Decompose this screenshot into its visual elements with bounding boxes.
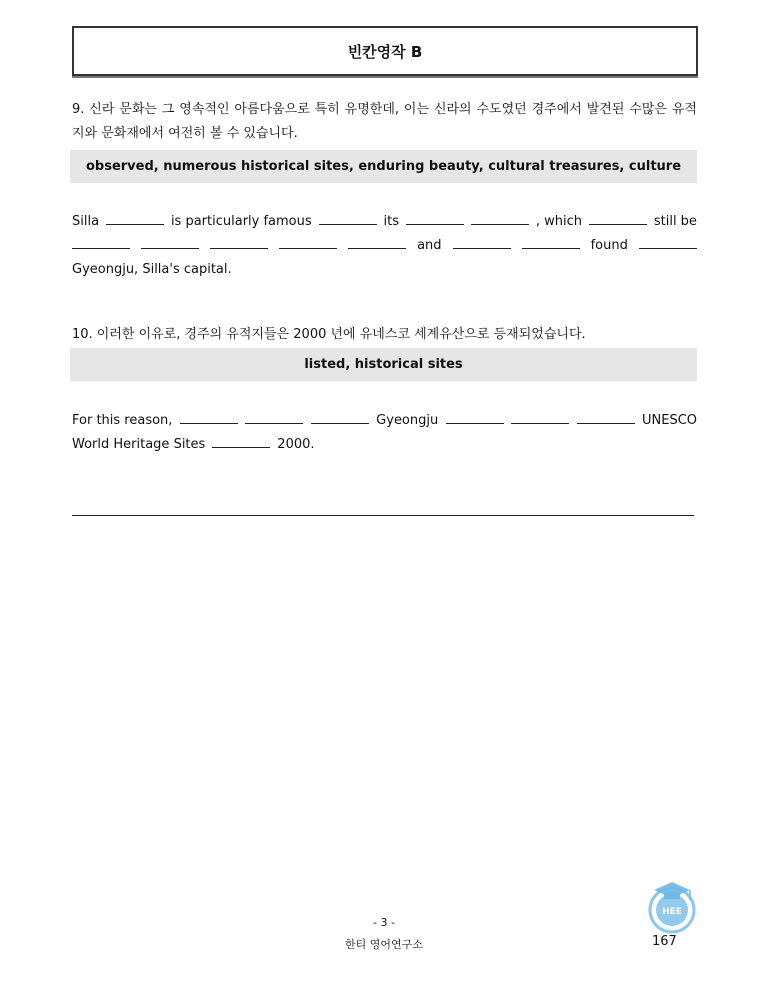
answer-blank[interactable] (180, 409, 238, 424)
answer-blank[interactable] (406, 210, 464, 225)
answer-blank[interactable] (245, 409, 303, 424)
q9-word-bank-text: observed, numerous historical sites, enduring beauty, cultural treasures, culture (85, 159, 682, 174)
answer-blank[interactable] (311, 409, 369, 424)
q10-word: For this reason, (72, 413, 173, 428)
answer-blank[interactable] (210, 234, 268, 249)
answer-blank[interactable] (72, 234, 130, 249)
page-number: - 3 - (373, 916, 395, 929)
q9-word: still be (653, 214, 697, 229)
q9-word: and (417, 238, 442, 253)
q9-word: found (590, 238, 628, 253)
q10-word: 2000. (277, 437, 315, 452)
answer-blank[interactable] (453, 234, 511, 249)
answer-blank[interactable] (212, 433, 270, 448)
q10-word: UNESCO (641, 413, 697, 428)
answer-blank[interactable] (319, 210, 377, 225)
q10-korean-prompt: 10. 이러한 이유로, 경주의 유적지들은 2000 년에 유네스코 세계유산으로 등재되었습니다. (72, 327, 586, 342)
answer-blank[interactable] (446, 409, 504, 424)
answer-blank[interactable] (577, 409, 635, 424)
q9-korean-prompt: 9. 신라 문화는 그 영속적인 아름다움으로 특히 유명한데, 이는 신라의 수도였던 경주에서 발견된 수많은 유적지와 문화재에서 여전히 볼 수 있습니다. (72, 102, 697, 141)
q10-word: Gyeongju (376, 413, 439, 428)
logo-text: HEE (662, 907, 682, 917)
q9-word: is particularly famous (170, 214, 312, 229)
answer-blank[interactable] (639, 234, 697, 249)
q10-word-bank (70, 348, 697, 381)
q9-line-1 (72, 210, 697, 234)
q9-line-3 (72, 258, 697, 282)
answer-blank[interactable] (141, 234, 199, 249)
answer-blank[interactable] (279, 234, 337, 249)
q9-word: its (383, 214, 400, 229)
q10-answer-sentence (72, 409, 697, 457)
q10-word-bank-text: listed, historical sites (304, 357, 463, 372)
answer-blank[interactable] (106, 210, 164, 225)
answer-blank[interactable] (471, 210, 529, 225)
q10-line-1 (72, 409, 697, 433)
notes-line[interactable] (72, 515, 694, 516)
answer-blank[interactable] (348, 234, 406, 249)
worksheet-title (72, 26, 698, 76)
q10-word: World Heritage Sites (72, 437, 206, 452)
answer-blank[interactable] (522, 234, 580, 249)
answer-blank[interactable] (589, 210, 647, 225)
sheet-number: 167 (652, 934, 677, 949)
answer-blank[interactable] (511, 409, 569, 424)
q9-word: Gyeongju, Silla's capital. (72, 262, 232, 277)
q9-line-2 (72, 234, 697, 258)
graduation-cap-logo-icon (640, 876, 704, 940)
q9-word-bank (70, 150, 697, 183)
worksheet-title-text: 빈칸영작 B (347, 42, 423, 61)
q10-line-2 (72, 433, 697, 457)
publisher-name: 한티 영어연구소 (345, 938, 423, 951)
q9-answer-sentence (72, 210, 697, 282)
q9-word: , which (535, 214, 582, 229)
q9-word: Silla (72, 214, 100, 229)
